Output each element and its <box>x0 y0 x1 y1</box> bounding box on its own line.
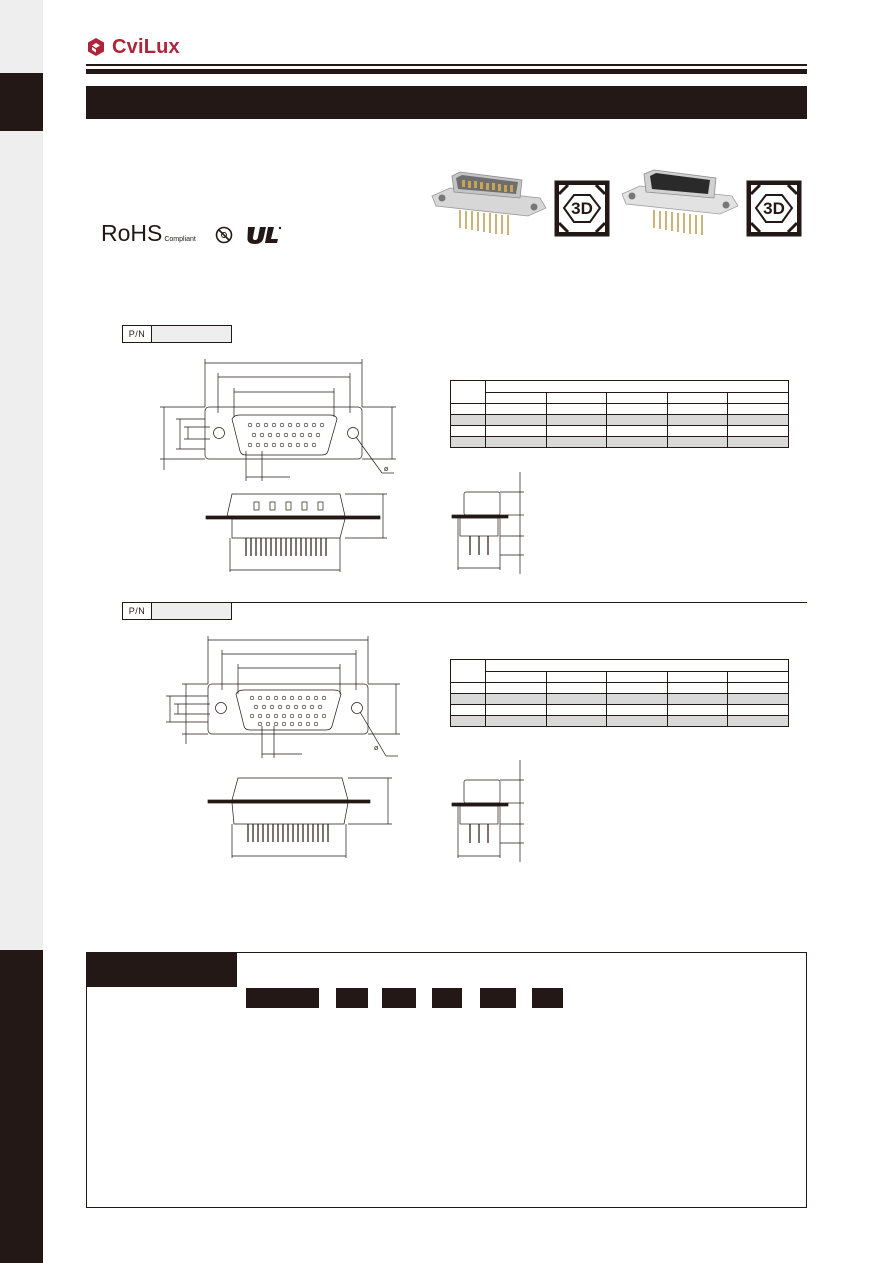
cvilux-logo-icon <box>86 37 106 57</box>
pn-value-field <box>152 326 231 342</box>
no-lead-icon <box>215 226 233 244</box>
pn-label: P/N <box>123 603 152 619</box>
title-bar <box>86 86 807 119</box>
side-view-drawing-2 <box>448 758 528 863</box>
top-view-drawing-1 <box>200 490 390 575</box>
ul-recognized-icon <box>246 225 282 245</box>
pn-label: P/N <box>123 326 152 342</box>
diameter-symbol: ø <box>384 465 389 473</box>
brand-logo <box>86 36 180 58</box>
top-view-drawing-2 <box>200 772 395 860</box>
header-rule-thick <box>86 69 807 74</box>
pn-value-field <box>152 603 231 619</box>
female-connector-photo <box>620 168 740 242</box>
pn-box-2 <box>122 602 232 620</box>
order-code-box-4 <box>432 988 462 1008</box>
side-tab-top <box>0 73 43 131</box>
3d-model-icon <box>746 180 802 237</box>
rohs-sub-text: Compliant <box>164 236 196 243</box>
3d-model-icon <box>554 180 610 237</box>
side-view-drawing-1 <box>448 470 528 575</box>
rohs-text: RoHS <box>101 220 163 246</box>
front-view-drawing-2 <box>150 632 415 762</box>
side-tab-bottom <box>0 950 43 1263</box>
3d-badge-text: 3D <box>763 199 785 218</box>
3d-badge-text: 3D <box>571 199 593 218</box>
front-view-drawing-1 <box>150 355 410 485</box>
ordering-info-header <box>86 952 237 987</box>
order-code-box-5 <box>480 988 516 1008</box>
rohs-mark <box>101 222 196 245</box>
order-code-box-1 <box>246 988 319 1008</box>
order-code-box-3 <box>382 988 416 1008</box>
order-code-box-6 <box>532 988 563 1008</box>
spec-table-2 <box>450 659 789 727</box>
order-code-box-2 <box>336 988 368 1008</box>
header-rule-thin <box>86 64 807 66</box>
brand-name: CviLux <box>112 35 180 58</box>
male-connector-photo <box>430 168 548 242</box>
spec-table-1 <box>450 380 789 448</box>
pn-box-1 <box>122 325 232 343</box>
section-divider <box>230 602 807 603</box>
diameter-symbol: ø <box>374 744 379 752</box>
